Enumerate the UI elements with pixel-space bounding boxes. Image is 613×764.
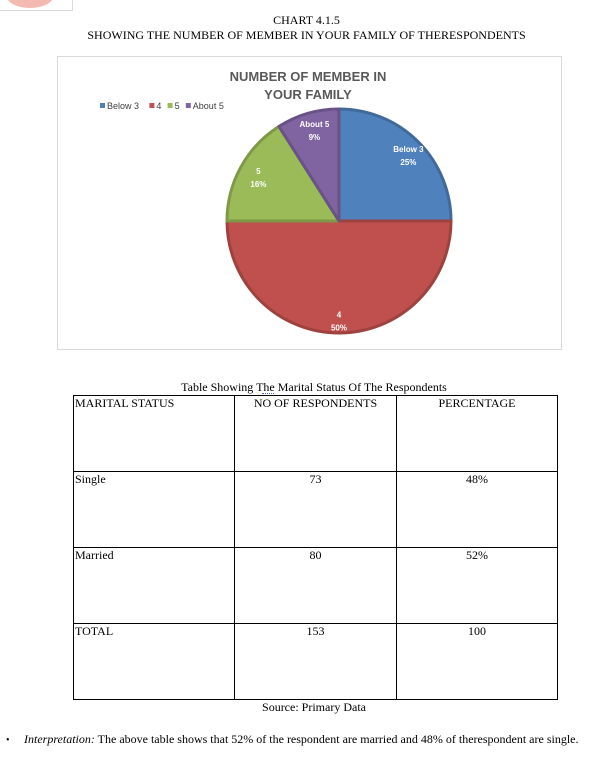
slice-percent-label: 50%: [330, 323, 348, 333]
slice-category-label: 5: [256, 167, 261, 177]
legend-swatch: [168, 103, 173, 108]
chart-legend: [100, 101, 224, 111]
cell-status: Single: [74, 472, 235, 548]
slice-category-label: 4: [336, 310, 342, 320]
bullet-icon: •: [6, 735, 10, 746]
table-row: [74, 548, 558, 624]
slice-category-label: Below 3: [393, 144, 424, 154]
chart-title-line-1: NUMBER OF MEMBER IN: [229, 69, 387, 84]
legend-entry: Below 3: [107, 101, 140, 111]
pie-chart: [57, 56, 562, 350]
interpretation-label: Interpretation:: [24, 732, 95, 746]
cell-respondents: 73: [235, 472, 397, 548]
interpretation-text: The above table shows that 52% of the respondent are married and 48% of therespondent are single.: [94, 732, 579, 746]
table-row-total: [74, 624, 558, 700]
chart-number: CHART 4.1.5: [273, 13, 340, 27]
interpretation-paragraph: [6, 732, 611, 748]
cell-status: TOTAL: [74, 624, 235, 700]
header-no-of-respondents: NO OF RESPONDENTS: [235, 396, 397, 472]
table-header-row: [74, 396, 558, 472]
legend-entry: 4: [156, 101, 162, 111]
legend-swatch: [149, 103, 154, 108]
cell-percentage: 48%: [397, 472, 558, 548]
slice-percent-label: 9%: [308, 133, 321, 143]
cell-respondents: 80: [235, 548, 397, 624]
corner-logo: [0, 0, 73, 11]
header-percentage: PERCENTAGE: [397, 396, 558, 472]
header-marital-status: MARITAL STATUS: [74, 396, 235, 472]
pie-chart-canvas: [58, 57, 561, 349]
legend-swatch: [186, 103, 191, 108]
cell-status: Married: [74, 548, 235, 624]
legend-entry: About 5: [192, 101, 224, 111]
legend-entry: 5: [174, 101, 180, 111]
cell-percentage: 100: [397, 624, 558, 700]
legend-swatch: [100, 103, 105, 108]
marital-status-table: [73, 395, 558, 700]
table-source: Source: Primary Data: [262, 700, 366, 714]
slice-percent-label: 16%: [250, 180, 267, 190]
logo-shape: [6, 0, 54, 8]
table-row: [74, 472, 558, 548]
chart-caption: SHOWING THE NUMBER OF MEMBER IN YOUR FAMILY OF THERESPONDENTS: [87, 28, 526, 42]
cell-percentage: 52%: [397, 548, 558, 624]
pie-slices: [227, 109, 451, 333]
table-caption: Table Showing The Marital Status Of The Respondents: [181, 380, 447, 394]
chart-title-line-2: YOUR FAMILY: [264, 87, 352, 102]
spellcheck-squiggle: [262, 390, 274, 394]
pie-slice-below-3: [339, 109, 451, 221]
slice-category-label: About 5: [299, 120, 330, 130]
slice-percent-label: 25%: [400, 157, 417, 167]
cell-respondents: 153: [235, 624, 397, 700]
